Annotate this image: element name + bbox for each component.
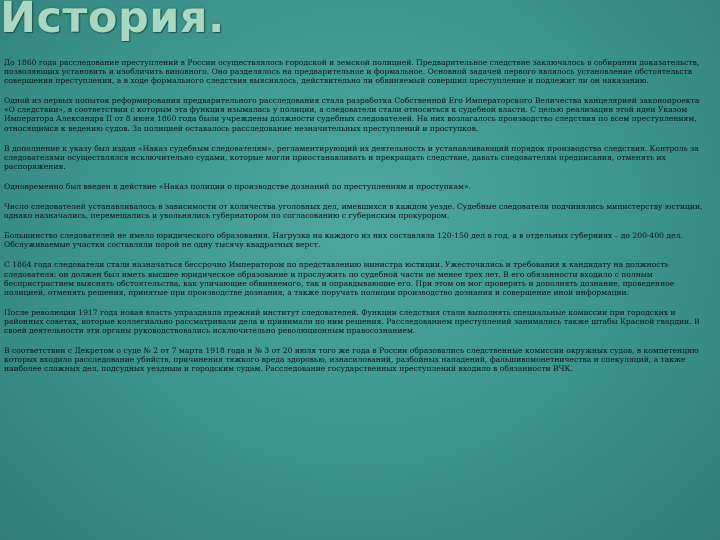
page-title: История. bbox=[0, 0, 225, 43]
paragraph-9: В соответствии с Декретом о суде № 2 от 7 марта 1918 года и № 3 от 20 июля того же года в России образовались следственные комиссии окружных судов, в компетенцию которых входило расследование убийств, причинения тяжкого вреда здоровью, изнасилований, разбойных нападений, фальшивомонетничества и спекуляций, а также наиболее сложных дел, подсудных уездным и городским судам. Расследование государственных преступлений входило в обязанности ВЧК. bbox=[4, 346, 699, 374]
paragraph-6: Большинство следователей не имело юридического образования. Нагрузка на каждого из них составляла 120-150 дел в год, а в отдельных губерниях – до 200-400 дел. Обслуживаемые участки составляли порой не одну тысячу квадратных верст. bbox=[4, 231, 683, 250]
paragraph-5: Число следователей устанавливалось в зависимости от количества уголовных дел, имевшихся в каждом уезде. Судебные следователи подчинялись министерству юстиции, однако назначались, перемещались и увольнялись губернатором по согласованию с губернским прокурором. bbox=[4, 202, 703, 221]
document-body bbox=[4, 58, 710, 384]
paragraph-4: Одновременно был введен в действие «Наказ полиции о производстве дознаний по преступлениям и проступкам». bbox=[4, 181, 472, 191]
paragraph-2: Одной из первых попыток реформирования предварительного расследования стала разработка Собственной Его Императорского Величества канцелярией законопроекта «О следствии», в соответствии с которым эта функция изымалась у полиции, а следователи стали относиться к судебной власти. С целью реализации этой идеи Указом Императора Александра II от 8 июня 1860 года были учреждены должности судебных следователей. На них возлагалось производство следствия по всем преступлениям, относящимся к ведению судов. За полицией оставалось расследование незначительных преступлений и проступков. bbox=[4, 96, 700, 133]
paragraph-8: После революции 1917 года новая власть упраздняла прежний институт следователей. Функции следствия стали выполнять специальные комиссии при городских и районных советах, которые коллегиально рассматривали дела и принимали по ним решения. Расследованием преступлений занимались также штабы Красной гвардии. В своей деятельности эти органы руководствовались исключительно революционным правосознанием. bbox=[4, 307, 700, 335]
paragraph-3: В дополнение к указу был издан «Наказ судебным следователям», регламентирующий их деятельность и устанавливающий порядок производства следствия. Контроль за следователями осуществлялся исключительно судами, которые могли приостанавливать и прекращать следствие, давать следователям предписания, отменять их распоряжения. bbox=[4, 143, 699, 171]
paragraph-7: С 1864 года следователи стали назначаться бессрочно Императором по представлению министра юстиции. Ужесточились и требования к кандидату на должность следователя: он должен был иметь высшее юридическое образование и прослужить по судебной части не менее трех лет. В его обязанности входило с полным беспристрастием выяснять обстоятельства, как уличающие обвиняемого, так и оправдывающие его. При этом он мог проверять и дополнять дознание, проведенное полицией, отменять решения, принятые при производстве дознания, а также поручать полиции производство дознания и совершение иной информации. bbox=[4, 260, 675, 297]
paragraph-1: До 1860 года расследование преступлений в России осуществлялось городской и земской полицией. Предварительное следствие заключалось в собирании доказательств, позволяющих установить и изобличить виновного. Оно разделялось на предварительное и формальное. Основной задачей первого являлось установление обстоятельств совершения преступления, а в ходе формального следствия выяснялось, действительно ли обвиняемый совершил преступление и подлежит ли он наказанию. bbox=[4, 58, 700, 86]
